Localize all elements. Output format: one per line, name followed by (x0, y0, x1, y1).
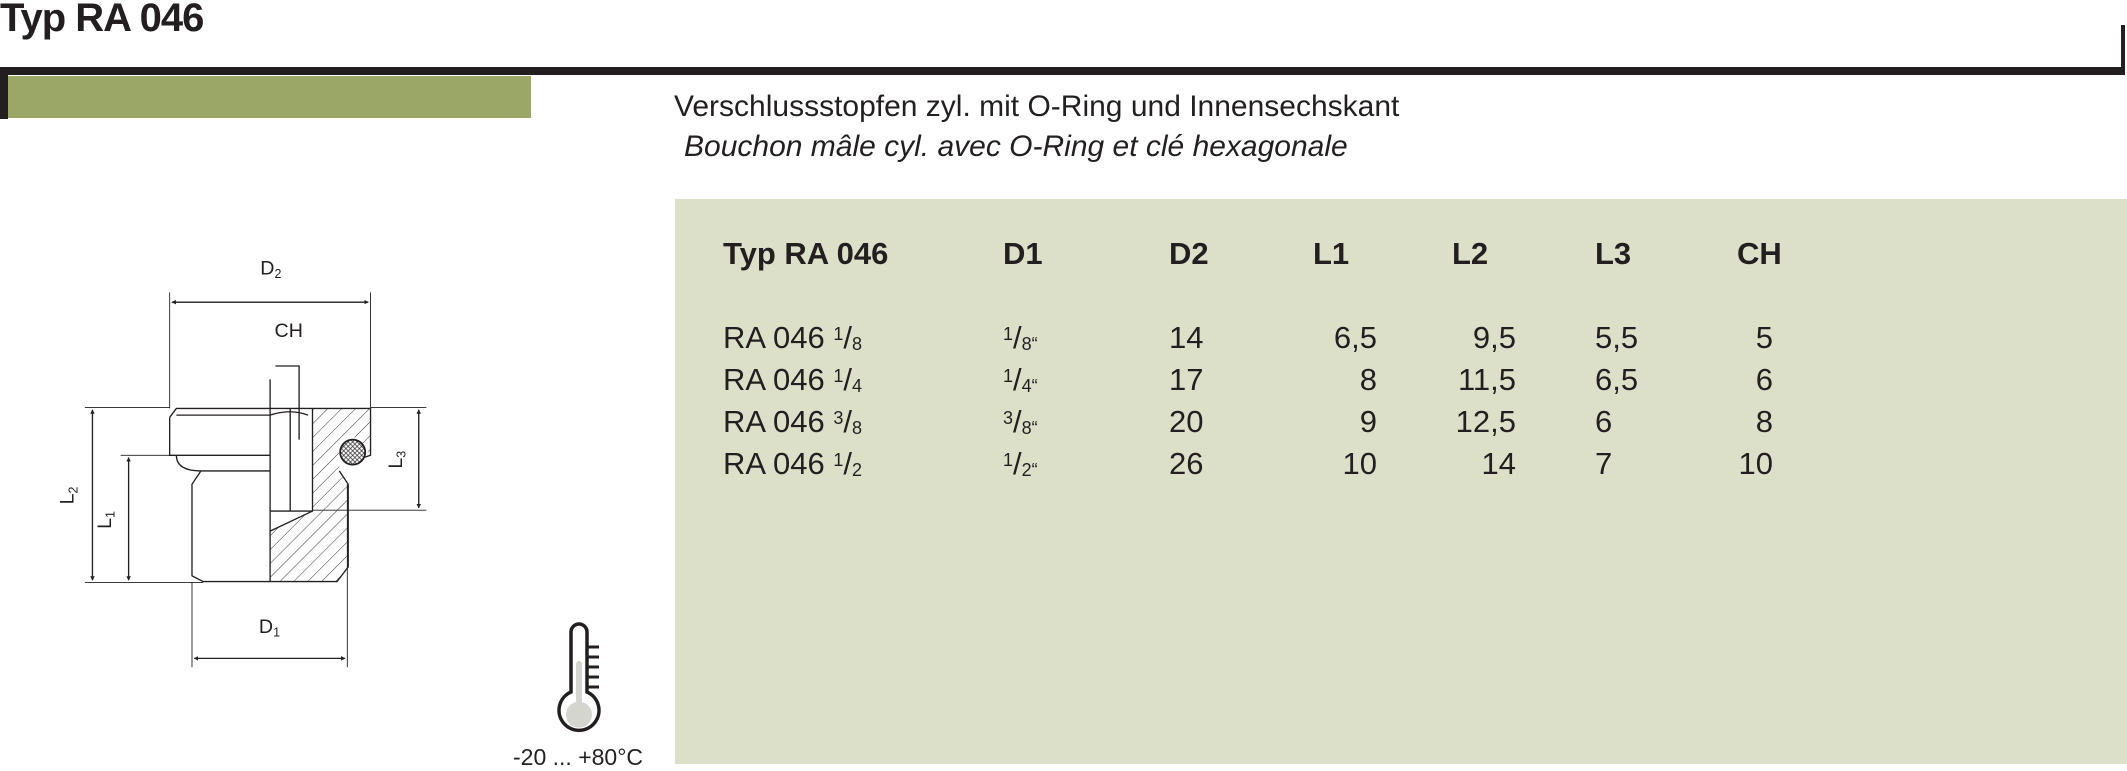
fraction-denominator: 4 (851, 376, 862, 396)
fraction-numerator: 1 (1003, 324, 1014, 344)
header-d1: D1 (1003, 236, 1043, 271)
cell-d1: $^1/_{8“}$ (1003, 320, 1038, 355)
dimension-table-panel (675, 199, 2127, 764)
cell-l2: 11,5 (1457, 362, 1516, 397)
header-d2: D2 (1169, 236, 1209, 271)
cell-l3: 7 (1595, 446, 1613, 481)
page-title: Typ RA 046 (0, 0, 204, 40)
label-l2: L2 (56, 486, 81, 505)
fraction-denominator: 8 (851, 418, 862, 438)
fraction-denominator: 8 (851, 334, 862, 354)
header-l3: L3 (1595, 236, 1632, 271)
label-ch: CH (274, 319, 303, 342)
fraction-denominator: 2“ (1021, 460, 1038, 480)
cell-ch: 10 (1738, 446, 1773, 481)
cell-d1: $^1/_{2“}$ (1003, 446, 1038, 481)
fraction-numerator: 1 (1003, 450, 1014, 470)
header-l2: L2 (1452, 236, 1489, 271)
fraction-denominator: 8“ (1021, 334, 1038, 354)
fraction-numerator: 1 (1003, 366, 1014, 386)
label-d2: D2 (260, 257, 282, 282)
fraction-numerator: 3 (1003, 408, 1014, 428)
fraction-numerator: 1 (833, 366, 844, 386)
cell-type: RA 046 $^3/_8$ (723, 404, 862, 439)
thermometer-icon (555, 622, 615, 737)
label-d1: D1 (258, 615, 281, 640)
cell-l2: 12,5 (1455, 404, 1516, 439)
cell-ch: 6 (1755, 362, 1773, 397)
fraction-denominator: 4“ (1021, 376, 1038, 396)
label-l3: L3 (384, 450, 409, 469)
fraction-numerator: 3 (833, 408, 844, 428)
fraction-numerator: 1 (833, 324, 844, 344)
cell-type: RA 046 $^1/_8$ (723, 320, 862, 355)
cell-l2: 14 (1481, 446, 1516, 481)
header-l1: L1 (1313, 236, 1350, 271)
cell-l3: 5,5 (1595, 320, 1639, 355)
cell-ch: 5 (1755, 320, 1773, 355)
header-ch: CH (1737, 236, 1782, 271)
cell-l1: 8 (1359, 362, 1377, 397)
fraction-denominator: 2 (851, 460, 862, 480)
cell-d1: $^3/_{8“}$ (1003, 404, 1038, 439)
type-name: RA 046 (723, 362, 825, 397)
description-french: Bouchon mâle cyl. avec O-Ring et clé hexagonale (684, 130, 1348, 163)
cell-d2: 20 (1169, 404, 1204, 439)
type-name: RA 046 (723, 404, 825, 439)
type-name: RA 046 (723, 320, 825, 355)
cell-l1: 10 (1342, 446, 1377, 481)
cell-d2: 26 (1169, 446, 1204, 481)
cell-l3: 6 (1595, 404, 1613, 439)
cell-l3: 6,5 (1595, 362, 1639, 397)
temperature-range: -20 ... +80°C (513, 744, 644, 770)
cell-type: RA 046 $^1/_4$ (723, 362, 862, 397)
cell-type: RA 046 $^1/_2$ (723, 446, 862, 481)
fraction-denominator: 8“ (1021, 418, 1038, 438)
type-name: RA 046 (723, 446, 825, 481)
label-l1: L1 (93, 511, 118, 529)
cell-l1: 9 (1359, 404, 1377, 439)
cell-l1: 6,5 (1333, 320, 1377, 355)
technical-drawing (0, 0, 700, 640)
cell-l2: 9,5 (1472, 320, 1516, 355)
description-german: Verschlussstopfen zyl. mit O-Ring und Innensechskant (674, 90, 1400, 123)
cell-d2: 17 (1169, 362, 1204, 397)
cell-d2: 14 (1169, 320, 1204, 355)
header-rule-right (2121, 25, 2125, 75)
cell-d1: $^1/_{4“}$ (1003, 362, 1038, 397)
header-type: Typ RA 046 (723, 236, 889, 271)
fraction-numerator: 1 (833, 450, 844, 470)
cell-ch: 8 (1755, 404, 1773, 439)
